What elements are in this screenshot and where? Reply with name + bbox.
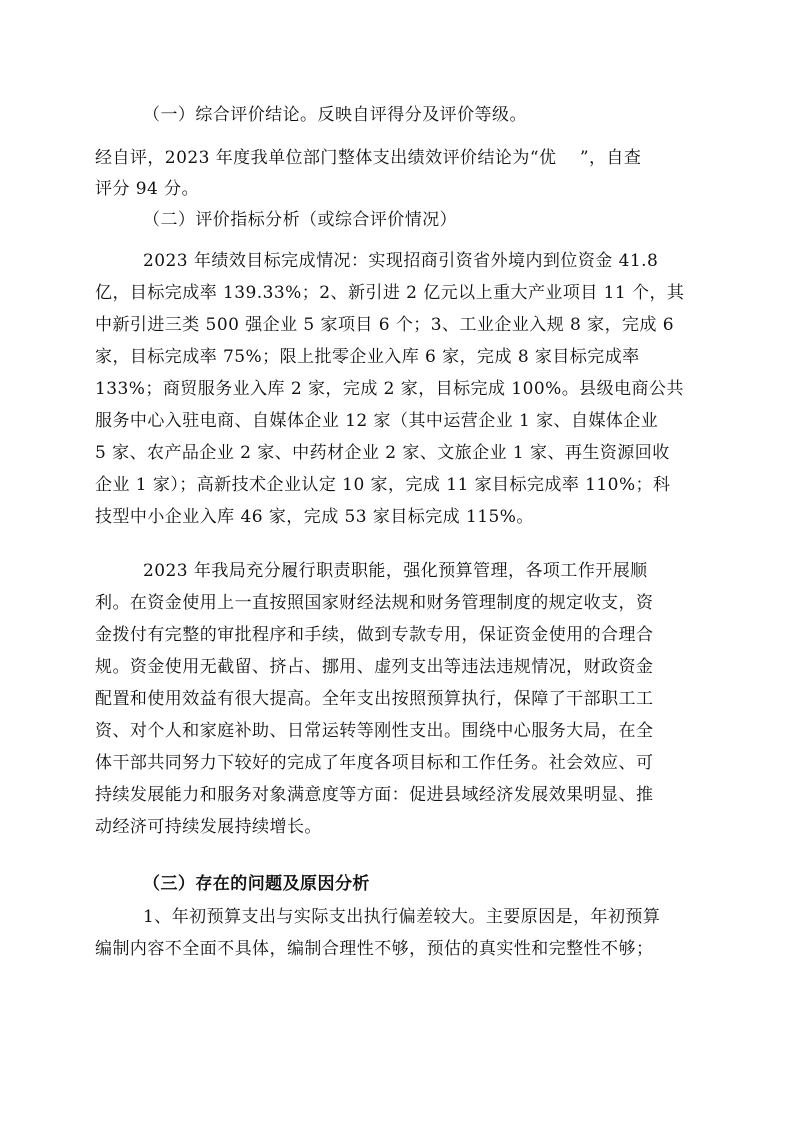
section-heading-1: （一）综合评价结论。反映自评得分及评价等级。	[143, 105, 527, 125]
paragraph-line: 亿，目标完成率 139.33%；2、新引进 2 亿元以上重大产业项目 11 个，其	[95, 283, 685, 303]
section-heading-2: （二）评价指标分析（或综合评价情况）	[143, 210, 458, 230]
paragraph-line: 体干部共同努力下较好的完成了年度各项目标和工作任务。社会效应、可	[95, 753, 654, 773]
paragraph-line: 持续发展能力和服务对象满意度等方面：促进县域经济发展效果明显、推	[95, 785, 654, 805]
paragraph-line: 1、年初预算支出与实际支出执行偏差较大。主要原因是，年初预算	[143, 907, 661, 927]
paragraph-line: 经自评，2023 年度我单位部门整体支出绩效评价结论为“优 ”，自查	[95, 148, 642, 168]
paragraph-line: 规。资金使用无截留、挤占、挪用、虚列支出等违法违规情况，财政资金	[95, 657, 654, 677]
paragraph-line: 服务中心入驻电商、自媒体企业 12 家（其中运营企业 1 家、自媒体企业	[95, 411, 659, 431]
paragraph-line: 评分 94 分。	[95, 179, 200, 199]
paragraph-line: 家，目标完成率 75%；限上批零企业入库 6 家，完成 8 家目标完成率	[95, 347, 640, 367]
paragraph-line: 企业 1 家）；高新技术企业认定 10 家，完成 11 家目标完成率 110%；科	[95, 475, 671, 495]
paragraph-line: 资、对个人和家庭补助、日常运转等刚性支出。围绕中心服务大局，在全	[95, 721, 654, 741]
paragraph-line: 技型中小企业入库 46 家，完成 53 家目标完成 115%。	[95, 507, 534, 527]
paragraph-line: 利。在资金使用上一直按照国家财经法规和财务管理制度的规定收支，资	[95, 593, 654, 613]
paragraph-line: 动经济可持续发展持续增长。	[95, 817, 322, 837]
paragraph-line: 2023 年绩效目标完成情况：实现招商引资省外境内到位资金 41.8	[143, 251, 659, 271]
paragraph-line: 编制内容不全面不具体，编制合理性不够，预估的真实性和完整性不够；	[95, 939, 654, 959]
paragraph-line: 5 家、农产品企业 2 家、中药材企业 2 家、文旅企业 1 家、再生资源回收	[95, 443, 670, 463]
paragraph-line: 金拨付有完整的审批程序和手续，做到专款专用，保证资金使用的合理合	[95, 625, 654, 645]
section-heading-3: （三）存在的问题及原因分析	[143, 874, 370, 894]
paragraph-line: 配置和使用效益有很大提高。全年支出按照预算执行，保障了干部职工工	[95, 689, 654, 709]
paragraph-line: 中新引进三类 500 强企业 5 家项目 6 个；3、工业企业入规 8 家，完成 6	[95, 315, 675, 335]
paragraph-line: 2023 年我局充分履行职责职能，强化预算管理，各项工作开展顺	[143, 561, 648, 581]
paragraph-line: 133%；商贸服务业入库 2 家，完成 2 家，目标完成 100%。县级电商公共	[95, 379, 684, 399]
